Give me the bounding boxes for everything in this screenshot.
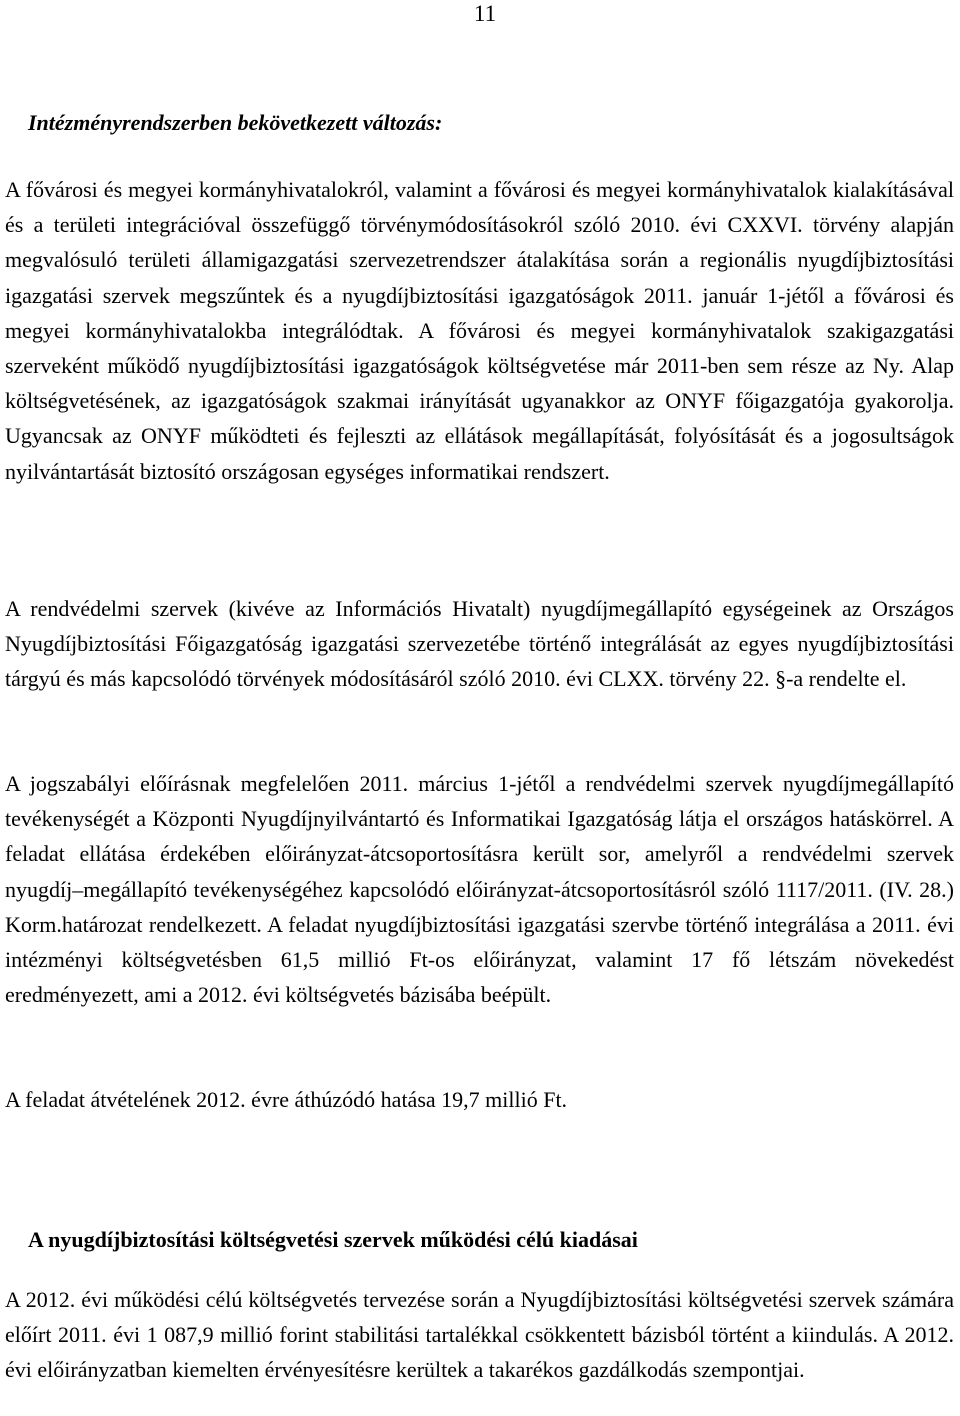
section-heading-institutional-change: Intézményrendszerben bekövetkezett változás:	[28, 110, 443, 135]
section-heading-operating-expenses: A nyugdíjbiztosítási költségvetési szervek működési célú kiadásai	[28, 1227, 638, 1252]
paragraph-central-registry-directorate: A jogszabályi előírásnak megfelelően 2011. március 1-jétől a rendvédelmi szervek nyugdíjmegállapító tevékenységét a Központi Nyugdíjnyilvántartó és Informatikai Igazgatóság látja el országos hatáskörrel. A feladat ellátása érdekében előirányzat-átcsoportosításra került sor, amelyről a rendvédelmi szervek nyugdíj–megállapító tevékenységéhez kapcsolódó előirányzat-átcsoportosításról szóló 1117/2011. (IV. 28.) Korm.határozat rendelkezett. A feladat nyugdíjbiztosítási igazgatási szervbe történő integrálása a 2011. évi intézményi költségvetésben 61,5 millió Ft-os előirányzat, valamint 17 fő létszám növekedést eredményezett, ami a 2012. évi költségvetés bázisába beépült.	[5, 771, 954, 1008]
page-number: 11	[473, 1, 497, 26]
paragraph-operating-budget-planning: A 2012. évi működési célú költségvetés tervezése során a Nyugdíjbiztosítási költségvetési szervek számára előírt 2011. évi 1 087,9 millió forint stabilitási tartalékkal csökkentett bázisból történt a kiindulás. A 2012. évi előirányzatban kiemelten érvényesítésre kerültek a takarékos gazdálkodás szempontjai.	[5, 1287, 954, 1383]
paragraph-law-enforcement-pension-units: A rendvédelmi szervek (kivéve az Információs Hivatalt) nyugdíjmegállapító egységeinek az Országos Nyugdíjbiztosítási Főigazgatóság igazgatási szervezetébe történő integrálását az egyes nyugdíjbiztosítási tárgyú és más kapcsolódó törvények módosításáról szóló 2010. évi CLXX. törvény 22. §-a rendelte el.	[5, 596, 954, 692]
paragraph-government-offices: A fővárosi és megyei kormányhivatalokról, valamint a fővárosi és megyei kormányhivatalok kialakításával és a területi integrációval összefüggő törvénymódosításokról szóló 2010. évi CXXVI. törvény alapján megvalósuló területi államigazgatási szervezetrendszer átalakítása során a regionális nyugdíjbiztosítási igazgatási szervek megszűntek és a nyugdíjbiztosítási igazgatóságok 2011. január 1-jétől a fővárosi és megyei kormányhivatalokba integrálódtak. A fővárosi és megyei kormányhivatalok szakigazgatási szerveként működő nyugdíjbiztosítási igazgatóságok költségvetése már 2011-ben sem része az Ny. Alap költségvetésének, az igazgatóságok szakmai irányítását ugyanakkor az ONYF főigazgatója gyakorolja. Ugyancsak az ONYF működteti és fejleszti az ellátások megállapítását, folyósítását és a jogosultságok nyilvántartását biztosító országosan egységes informatikai rendszert.	[5, 177, 954, 484]
paragraph-carryover-effect: A feladat átvételének 2012. évre áthúzódó hatása 19,7 millió Ft.	[5, 1087, 568, 1112]
